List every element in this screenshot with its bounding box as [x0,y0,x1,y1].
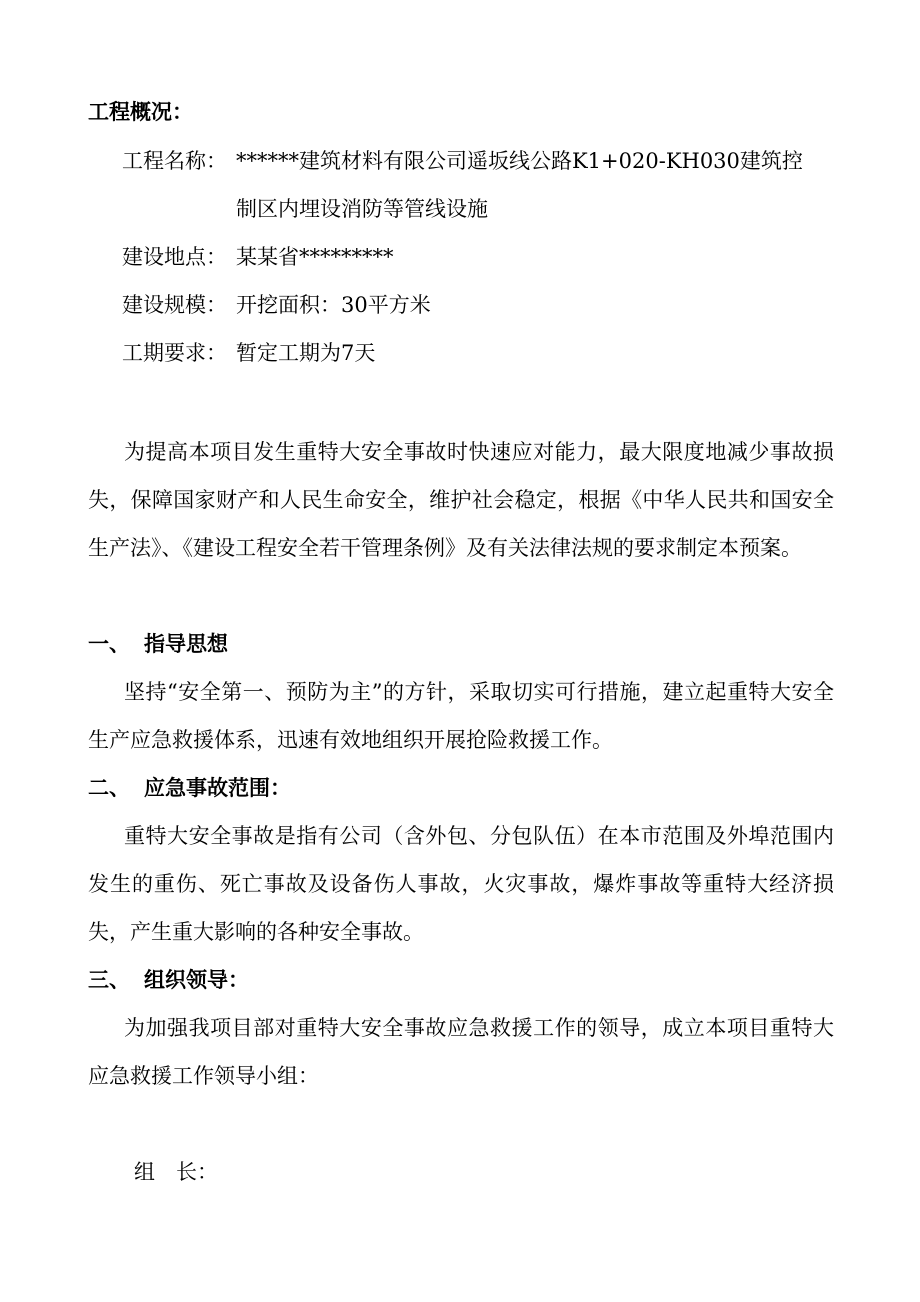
section-1-body: 坚持“安全第一、预防为主”的方针，采取切实可行措施，建立起重特大安全生产应急救援体系，迅速有效地组织开展抢险救援工作。 [88,680,834,752]
section-2-body: 重特大安全事故是指有公司（含外包、分包队伍）在本市范围及外埠范围内发生的重伤、死亡事故及设备伤人事故，火灾事故，爆炸事故等重特大经济损失，产生重大影响的各种安全事故。 [88,824,834,944]
project-name-line2: 制区内埋设消防等管线设施 [236,197,488,221]
section-1-number: 一、 [88,632,130,656]
section-3-title: 组织领导： [144,968,249,992]
period-label: 工期要求： [122,341,227,365]
section-3-body: 为加强我项目部对重特大安全事故应急救援工作的领导，成立本项目重特大应急救援工作领导小组： [88,1016,834,1088]
project-name-line1: ******建筑材料有限公司遥坂线公路K1+020-KH030建筑控 [236,149,803,173]
section-2-number: 二、 [88,776,130,800]
overview-title: 工程概况： [88,100,193,124]
site-value: 某某省********* [236,245,394,269]
section-2-title: 应急事故范围： [144,776,291,800]
period-value: 暂定工期为7天 [236,341,376,365]
leader-label: 组 长： [134,1160,218,1184]
project-name-label: 工程名称： [122,149,227,173]
site-label: 建设地点： [122,245,227,269]
intro-paragraph: 为提高本项目发生重特大安全事故时快速应对能力，最大限度地减少事故损失，保障国家财产和人民生命安全，维护社会稳定，根据《中华人民共和国安全生产法》、《建设工程安全若干管理条例》及有关法律法规的要求制定本预案。 [88,440,834,560]
section-1-title: 指导思想 [144,632,228,656]
section-3-number: 三、 [88,968,130,992]
scale-value: 开挖面积：30平方米 [236,293,431,317]
scale-label: 建设规模： [122,293,227,317]
